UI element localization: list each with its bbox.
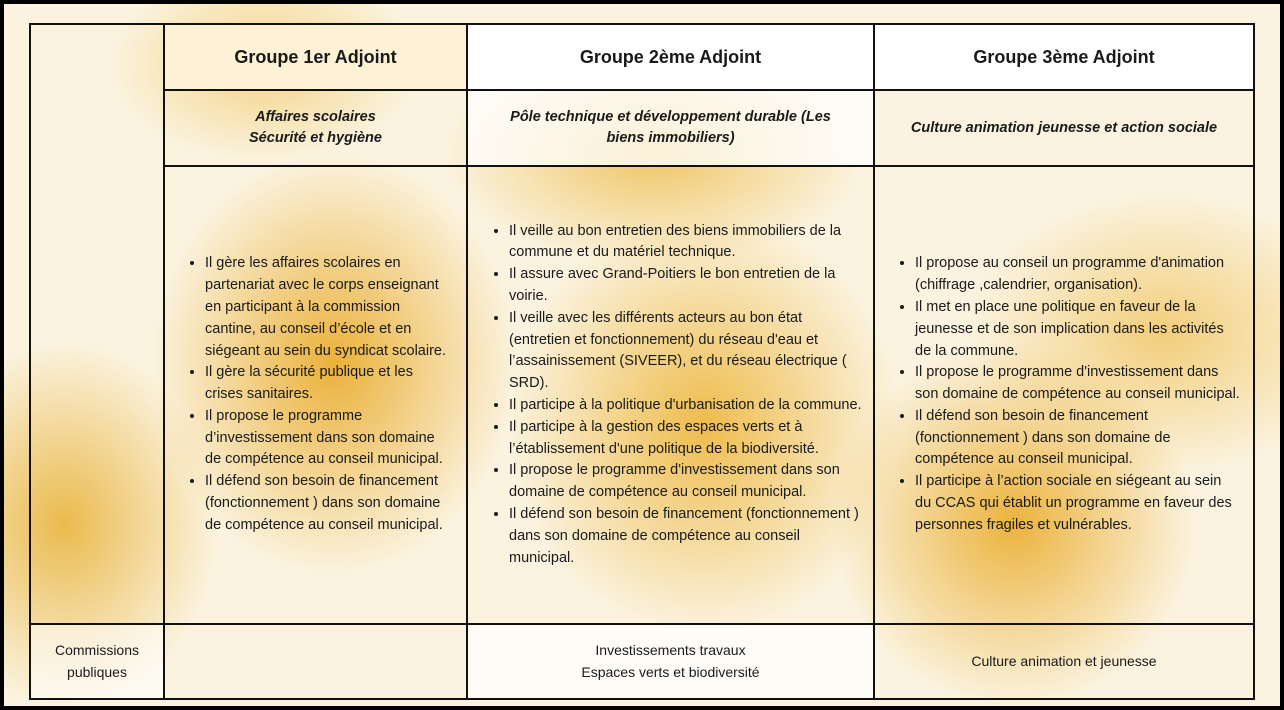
responsibility-item: • Il gère la sécurité publique et les crises sanitaires. [205, 362, 448, 406]
group-1-commissions [164, 624, 467, 699]
group-2-domain [467, 90, 874, 166]
group-3-domain [874, 90, 1254, 166]
responsibility-item: • Il veille au bon entretien des biens immobiliers de la commune et du matériel technique. [509, 221, 863, 265]
group-2-responsibilities [467, 166, 874, 624]
group-3-header: Groupe 3ème Adjoint [874, 24, 1254, 90]
commissions-row [30, 624, 1254, 699]
commissions-label [30, 624, 164, 699]
group-1-domain [164, 90, 467, 166]
responsibility-item: • Il défend son besoin de financement (fonctionnement ) dans son domaine de compétence au conseil municipal. [915, 406, 1241, 471]
group-2-domain-line: biens immobiliers) [606, 130, 735, 146]
commissions-label-line: publiques [67, 663, 127, 680]
responsibility-item: • Il participe à l’action sociale en siégeant au sein du CCAS qui établit un programme en faveur des personnes fragiles et vulnérables. [915, 471, 1241, 536]
group-3-commissions [874, 624, 1254, 699]
responsibility-item: • Il assure avec Grand-Poitiers le bon entretien de la voirie. [509, 264, 863, 308]
responsibility-item: • Il propose le programme d'investissement dans son domaine de compétence au conseil municipal. [915, 362, 1241, 406]
group-3-responsibilities [874, 166, 1254, 624]
adjoint-groups-table [29, 23, 1255, 700]
responsibility-item: • Il propose au conseil un programme d'animation (chiffrage ,calendrier, organisation). [915, 253, 1241, 297]
group-1-domain-line: Affaires scolaires [255, 109, 376, 125]
commissions-label-line: Commissions [54, 642, 139, 658]
responsibility-item: • Il gère les affaires scolaires en partenariat avec le corps enseignant en participant à la commission cantine, au conseil d’école et en siégeant au sein du syndicat scolaire. [205, 253, 448, 362]
group-1-domain-line: Sécurité et hygiène [249, 130, 382, 146]
responsibility-item: • Il propose le programme d'investissement dans son domaine de compétence au conseil municipal. [509, 460, 863, 504]
responsibility-item: • Il met en place une politique en faveur de la jeunesse et de son implication dans les activités de la commune. [915, 297, 1241, 362]
responsibility-item: • Il défend son besoin de financement (fonctionnement ) dans son domaine de compétence au conseil municipal. [205, 471, 448, 536]
empty-corner-cell [30, 24, 164, 624]
group-2-commissions [467, 624, 874, 699]
responsibility-item: • Il veille avec les différents acteurs au bon état (entretien et fonctionnement) du réseau d'eau et l’assainissement (SIVEER), et du réseau électrique ( SRD). [509, 308, 863, 395]
responsibilities-row [30, 166, 1254, 624]
group-2-header: Groupe 2ème Adjoint [467, 24, 874, 90]
header-row [30, 24, 1254, 90]
commission-item: Espaces verts et biodiversité [581, 663, 760, 680]
commission-item: Culture animation et jeunesse [971, 652, 1157, 669]
responsibility-item: • Il défend son besoin de financement (fonctionnement ) dans son domaine de compétence au conseil municipal. [509, 504, 863, 569]
group-3-domain-line: Culture animation jeunesse et action sociale [910, 119, 1218, 136]
responsibility-item: • Il participe à la politique d'urbanisation de la commune. [509, 395, 863, 417]
subheader-row [30, 90, 1254, 166]
group-2-domain-line: Pôle technique et développement durable (Les [510, 109, 831, 125]
commission-item: Investissements travaux [595, 642, 746, 658]
responsibility-item: • Il propose le programme d’investissement dans son domaine de compétence au conseil municipal. [205, 406, 448, 471]
page-background [4, 4, 1280, 706]
group-1-header: Groupe 1er Adjoint [164, 24, 467, 90]
responsibility-item: • Il participe à la gestion des espaces verts et à l’établissement d'une politique de la biodiversité. [509, 417, 863, 461]
group-1-responsibilities [164, 166, 467, 624]
